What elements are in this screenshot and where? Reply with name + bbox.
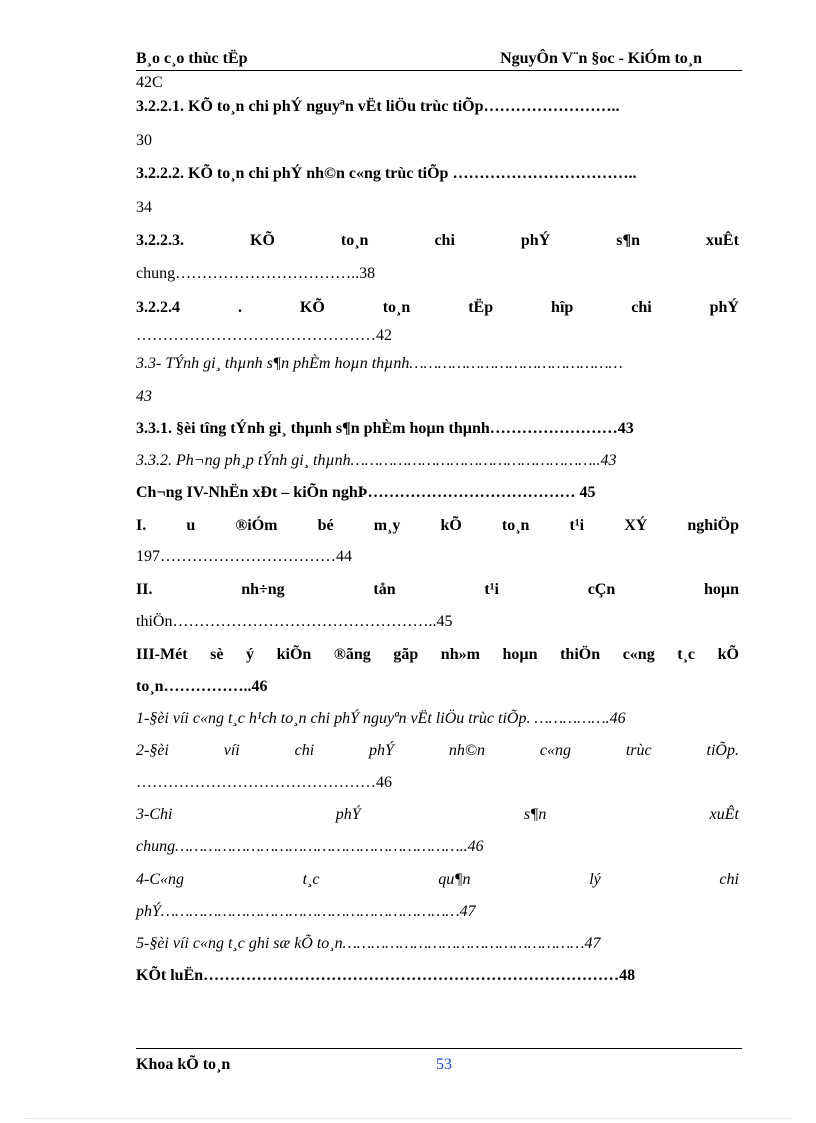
toc-word: nghiÖp xyxy=(687,517,739,534)
toc-word: tån xyxy=(373,581,396,598)
toc-word: m¸y xyxy=(373,517,401,534)
toc-line-italic: 3.3- TÝnh gi¸ thµnh s¶n phÈm hoµn thµnh……………………………………… xyxy=(136,355,623,372)
toc-line: ………………………………………42 xyxy=(136,327,392,344)
toc-line: Ch¬ng IV-NhËn xÐt – kiÕn nghÞ………………………………… 45 xyxy=(136,484,596,501)
toc-word: c«ng xyxy=(622,646,655,663)
page-edge-divider xyxy=(24,1118,792,1119)
toc-word: phÝ xyxy=(369,742,394,759)
toc-line-italic: 3.3.2. Ph¬ng ph¸p tÝnh gi¸ thµnh……………………………………………..43 xyxy=(136,452,617,469)
toc-line: thiÖn…………………………………………..45 xyxy=(136,613,453,630)
toc-word: bé xyxy=(317,517,334,534)
toc-word: nh÷ng xyxy=(241,581,285,598)
toc-word: 4-C«ng xyxy=(136,871,184,888)
toc-line: 3.3.1. §èi tîng tÝnh gi¸ thµnh s¶n phÈm hoµn thµnh……………………43 xyxy=(136,420,634,437)
toc-word: trùc xyxy=(625,742,652,759)
header-left: B¸o c¸o thùc tËp xyxy=(136,50,248,67)
toc-word: chi xyxy=(719,871,739,888)
toc-word: s¶n xyxy=(616,232,641,249)
toc-line: 30 xyxy=(136,132,152,149)
toc-word: ®iÓm xyxy=(235,517,278,534)
toc-word: phÝ xyxy=(335,806,361,823)
toc-word: phÝ xyxy=(709,299,739,316)
toc-word: XÝ xyxy=(624,517,648,534)
toc-line-justified xyxy=(136,742,739,760)
toc-line: 42C xyxy=(136,74,163,91)
toc-word: qu¶n xyxy=(438,871,471,888)
toc-word: ®ãng xyxy=(333,646,371,663)
toc-line-justified xyxy=(136,806,739,824)
toc-word: KÕ xyxy=(250,232,275,249)
toc-word: I. xyxy=(136,517,147,534)
header-right: NguyÔn V¨n §oc - KiÓm to¸n xyxy=(500,50,702,67)
toc-line: 1-§èi víi c«ng t¸c h¹ch to¸n chi phÝ nguyªn vËt liÖu trùc tiÕp. …………….46 xyxy=(136,710,626,727)
toc-line-justified xyxy=(136,871,739,889)
toc-word: c«ng xyxy=(539,742,571,759)
toc-word: nh»m xyxy=(440,646,480,663)
toc-line: chung……………………………………………………..46 xyxy=(136,838,484,855)
toc-word: hoµn xyxy=(703,581,739,598)
page-number: 53 xyxy=(436,1056,452,1073)
toc-line: chung……………………………..38 xyxy=(136,265,376,282)
toc-word: kiÕn xyxy=(276,646,312,663)
toc-word: to¸n xyxy=(340,232,369,249)
toc-word: kÕ xyxy=(440,517,462,534)
toc-word: 3.2.2.3. xyxy=(136,232,184,249)
footer-left: Khoa kÕ to¸n xyxy=(136,1056,231,1073)
toc-line-justified xyxy=(136,646,739,664)
toc-word: chi xyxy=(434,232,455,249)
toc-word: nh©n xyxy=(448,742,485,759)
toc-word: thiÖn xyxy=(560,646,601,663)
toc-line: 43 xyxy=(136,388,152,405)
toc-word: to¸n xyxy=(501,517,530,534)
toc-line: to¸n……………..46 xyxy=(136,678,268,695)
toc-word: s¶n xyxy=(523,806,547,823)
toc-word: ý xyxy=(246,646,255,663)
toc-word: xuÊt xyxy=(709,806,739,823)
toc-word: hîp xyxy=(551,299,574,316)
toc-word: t¹i xyxy=(484,581,499,598)
toc-word: xuÊt xyxy=(706,232,739,249)
toc-word: tËp xyxy=(468,299,494,316)
toc-word: u xyxy=(186,517,196,534)
toc-line-justified xyxy=(136,232,739,250)
toc-line: ………………………………………46 xyxy=(136,774,392,791)
toc-word: 3.2.2.4 xyxy=(136,299,180,316)
toc-line-justified xyxy=(136,581,739,599)
toc-word: víi xyxy=(223,742,240,759)
toc-line: KÕt luËn……………………………………………………………………48 xyxy=(136,967,636,984)
page-header xyxy=(136,50,742,71)
toc-line: 197……………………………44 xyxy=(136,548,352,565)
toc-word: kÕ xyxy=(717,646,739,663)
toc-word: . xyxy=(237,299,242,316)
toc-word: cÇn xyxy=(587,581,616,598)
toc-line: 3.2.2.2. KÕ to¸n chi phÝ nh©n c«ng trùc tiÕp …………………………….. xyxy=(136,165,637,182)
toc-word: III-Mét xyxy=(136,646,188,663)
toc-line: 5-§èi víi c«ng t¸c ghi sæ kÕ to¸n……………………………………………47 xyxy=(136,935,601,952)
toc-word: KÕ xyxy=(299,299,325,316)
toc-word: hoµn xyxy=(502,646,538,663)
toc-word: t¸c xyxy=(302,871,320,888)
toc-word: to¸n xyxy=(382,299,411,316)
toc-line: 34 xyxy=(136,199,152,216)
toc-word: 2-§èi xyxy=(136,742,169,759)
toc-word: lý xyxy=(589,871,601,888)
footer-rule xyxy=(136,1048,742,1049)
toc-line: 3.2.2.1. KÕ to¸n chi phÝ nguyªn vËt liÖu trùc tiÕp…………………….. xyxy=(136,98,620,115)
toc-line-justified xyxy=(136,299,739,317)
toc-word: t¸c xyxy=(677,646,696,663)
toc-word: sè xyxy=(210,646,224,663)
toc-word: phÝ xyxy=(520,232,551,249)
toc-word: gãp xyxy=(393,646,419,663)
toc-word: II. xyxy=(136,581,153,598)
toc-word: chi xyxy=(294,742,315,759)
toc-word: tiÕp. xyxy=(706,742,739,759)
toc-word: chi xyxy=(631,299,652,316)
toc-word: 3-Chi xyxy=(136,806,173,823)
toc-word: t¹i xyxy=(569,517,585,534)
toc-line-justified xyxy=(136,517,739,535)
toc-line: phÝ………………………………………………………47 xyxy=(136,903,476,920)
